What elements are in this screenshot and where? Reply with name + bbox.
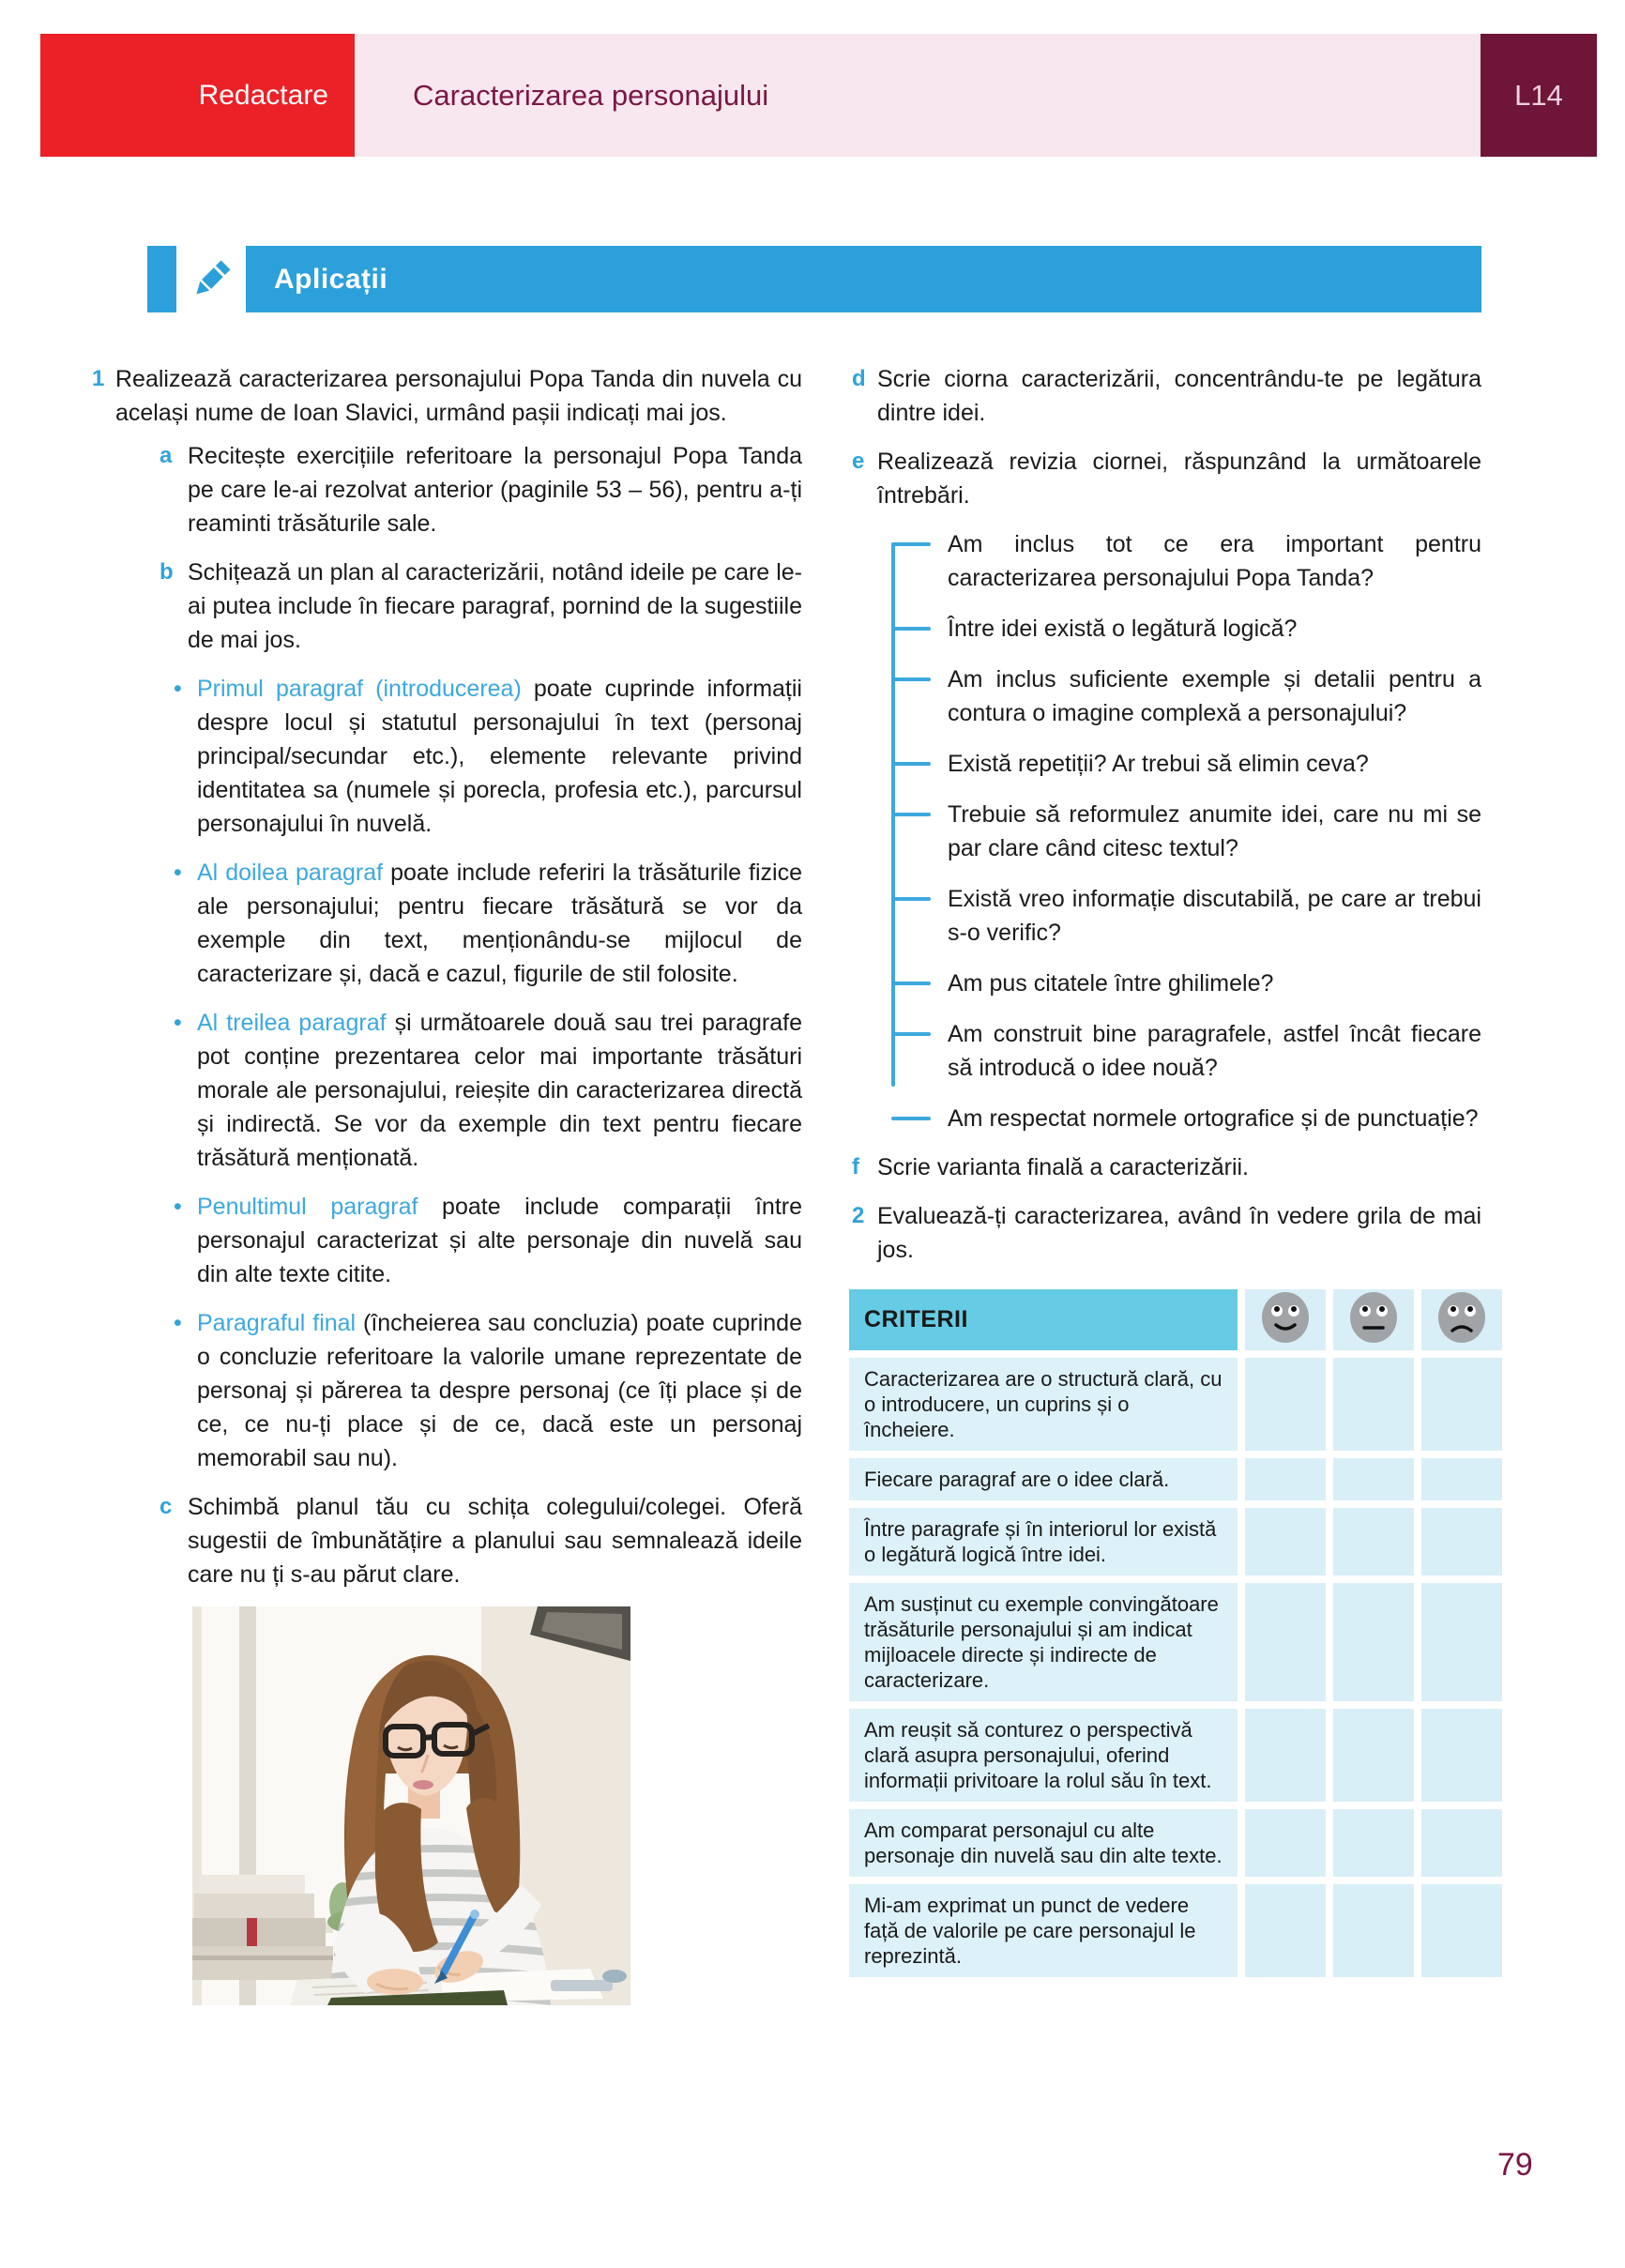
bullet-icon	[174, 1006, 197, 1175]
rating-header-neutral	[1333, 1289, 1414, 1350]
revision-question: Există repetiții? Ar trebui să elimin ceva?	[948, 747, 1481, 781]
rating-header-sad	[1421, 1289, 1502, 1350]
step-b	[92, 556, 802, 657]
rating-cell	[1421, 1508, 1502, 1575]
rubric-row	[849, 1709, 1502, 1802]
page-number: 79	[1497, 2147, 1533, 2183]
criterion-text: Am reușit să conturez o perspectivă clară asupra personajului, oferind informații privitoare la rolul său în text.	[849, 1709, 1238, 1802]
plan-suggestion-text: Al treilea paragraf și următoarele două sau trei paragrafe pot conține prezentarea celor mai importante trăsături morale ale personajului, reieșite din caracterizarea directă și indirectă. Se vor da exemple din text pentru fiecare trăsătură menționată.	[197, 1010, 802, 1171]
step-f	[849, 1150, 1481, 1184]
step-d	[849, 362, 1481, 430]
lesson-badge	[1481, 34, 1597, 157]
rubric-row	[849, 1884, 1502, 1977]
right-column	[849, 362, 1481, 1977]
neutral-face-icon	[1348, 1290, 1399, 1345]
bullet-icon	[174, 1190, 197, 1291]
pencil-icon	[189, 257, 234, 302]
rating-cell	[1421, 1583, 1502, 1701]
rating-cell	[1333, 1583, 1414, 1701]
rating-cell	[1333, 1458, 1414, 1500]
revision-question: Există vreo informație discutabilă, pe care ar trebui s-o verific?	[948, 882, 1481, 950]
rubric-row	[849, 1809, 1502, 1877]
page-title: Caracterizarea personajului	[413, 78, 769, 112]
step-text: Schimbă planul tău cu schița colegului/colegei. Oferă sugestii de îmbunătățire a planului sau semnalează ideile care nu ți s-au părut clare.	[188, 1494, 802, 1588]
exercise-1	[92, 362, 802, 430]
step-text: Schițează un plan al caracterizării, notând ideile pe care le-ai putea include în fiecare paragraf, pornind de la sugestiile de mai jos.	[188, 559, 802, 653]
rating-cell	[1245, 1458, 1326, 1500]
rating-cell	[1421, 1458, 1502, 1500]
rubric-header-row	[849, 1289, 1502, 1350]
step-c	[92, 1490, 802, 1591]
exercise-text: Realizează caracterizarea personajului Popa Tanda din nuvela cu același nume de Ioan Slavici, urmând pașii indicați mai jos.	[115, 366, 802, 426]
revision-question: Între idei există o legătură logică?	[948, 612, 1481, 646]
rating-cell	[1421, 1709, 1502, 1802]
step-letter: e	[852, 449, 865, 474]
applications-banner	[147, 246, 1481, 312]
step-text: Scrie ciorna caracterizării, concentrându-te pe legătura dintre idei.	[877, 366, 1481, 426]
rating-cell	[1333, 1884, 1414, 1977]
step-text: Realizează revizia ciornei, răspunzând la următoarele întrebări.	[877, 449, 1481, 509]
rating-cell	[1245, 1358, 1326, 1451]
left-column	[92, 362, 802, 2005]
plan-suggestion	[92, 1006, 802, 1175]
rating-cell	[1245, 1809, 1326, 1877]
rubric-row	[849, 1583, 1502, 1701]
exercise-number: 2	[852, 1203, 865, 1228]
plan-suggestion-text: Paragraful final (încheierea sau concluzia) poate cuprinde o concluzie referitoare la valorile umane reprezentate de personaj și părerea ta despre personaj (ce îți place și de ce, ce nu-ți place și de ce, dacă este un personaj memorabil sau nu).	[197, 1310, 802, 1471]
step-letter: d	[852, 366, 866, 391]
banner-title: Aplicații	[274, 263, 388, 295]
step-letter: b	[159, 559, 174, 585]
criterion-text: Caracterizarea are o structură clară, cu o introducere, un cuprins și o încheiere.	[849, 1358, 1238, 1451]
rubric-row	[849, 1458, 1502, 1500]
rating-cell	[1333, 1709, 1414, 1802]
bullet-icon	[174, 856, 197, 991]
rating-cell	[1333, 1809, 1414, 1877]
revision-question: Am respectat normele ortografice și de punctuație?	[948, 1102, 1481, 1135]
exercise-text: Evaluează-ți caracterizarea, având în vedere grila de mai jos.	[877, 1203, 1481, 1263]
plan-suggestion-text: Primul paragraf (introducerea) poate cuprinde informații despre locul și statutul personajului în text (personaj principal/secundar etc.), elemente relevante privind identitatea sa (numele și porecla, profesia etc.), parcursul personajului în nuvelă.	[197, 676, 802, 837]
section-tab	[40, 34, 355, 157]
criteria-header: CRITERII	[849, 1289, 1238, 1350]
lesson-number: L14	[1514, 78, 1563, 112]
rubric-row	[849, 1508, 1502, 1575]
criterion-text: Mi-am exprimat un punct de vedere față de valorile pe care personajul le reprezintă.	[849, 1884, 1238, 1977]
bullet-icon	[174, 672, 197, 841]
section-label: Redactare	[198, 79, 328, 111]
exercise-2	[849, 1199, 1481, 1267]
header-band	[355, 34, 1481, 157]
rubric-row	[849, 1358, 1502, 1451]
plan-suggestion-text: Penultimul paragraf poate include comparații între personajul caracterizat și alte personaje din nuvelă sau din alte texte citite.	[197, 1194, 802, 1287]
rating-cell	[1421, 1809, 1502, 1877]
bullet-icon	[174, 1306, 197, 1475]
plan-suggestion	[92, 1190, 802, 1291]
rating-cell	[1245, 1709, 1326, 1802]
rating-cell	[1245, 1884, 1326, 1977]
criterion-text: Am susținut cu exemple convingătoare trăsăturile personajului și am indicat mijloacele directe și indirecte de caracterizare.	[849, 1583, 1238, 1701]
pencil-icon-slot	[176, 246, 246, 312]
criterion-text: Fiecare paragraf are o idee clară.	[849, 1458, 1238, 1500]
criterion-text: Între paragrafe și în interiorul lor există o legătură logică între idei.	[849, 1508, 1238, 1575]
revision-question: Am construit bine paragrafele, astfel încât fiecare să introducă o idee nouă?	[948, 1017, 1481, 1085]
rating-cell	[1421, 1884, 1502, 1977]
plan-suggestion-text: Al doilea paragraf poate include referiri la trăsăturile fizice ale personajului; pentru fiecare trăsătură se vor da exemple din text, menționându-se mijlocul de caracterizare și, dacă e cazul, figurile de stil folosite.	[197, 860, 802, 987]
plan-suggestion	[92, 672, 802, 841]
step-letter: a	[159, 443, 173, 468]
step-a	[92, 439, 802, 540]
rating-cell	[1421, 1358, 1502, 1451]
plan-suggestion	[92, 1306, 802, 1475]
step-letter: f	[852, 1154, 859, 1180]
rating-cell	[1245, 1583, 1326, 1701]
revision-questions-list	[948, 527, 1481, 1135]
plan-suggestion	[92, 856, 802, 991]
evaluation-rubric	[849, 1282, 1481, 1985]
revision-question: Am inclus suficiente exemple și detalii pentru a contura o imagine complexă a personajului?	[948, 662, 1481, 730]
student-photo	[192, 1606, 802, 2005]
step-text: Scrie varianta finală a caracterizării.	[877, 1154, 1249, 1180]
rating-cell	[1333, 1358, 1414, 1451]
revision-question: Am inclus tot ce era important pentru caracterizarea personajului Popa Tanda?	[948, 527, 1481, 595]
step-text: Recitește exercițiile referitoare la personajul Popa Tanda pe care le-ai rezolvat anterior (paginile 53 – 56), pentru a-ți reaminti trăsăturile sale.	[188, 443, 802, 537]
happy-face-icon	[1260, 1290, 1311, 1345]
rating-header-happy	[1245, 1289, 1326, 1350]
criterion-text: Am comparat personajul cu alte personaje din nuvelă sau din alte texte.	[849, 1809, 1238, 1877]
step-letter: c	[159, 1494, 173, 1519]
revision-question: Am pus citatele între ghilimele?	[948, 967, 1481, 1000]
exercise-number: 1	[92, 366, 105, 391]
student-writing-illustration	[192, 1606, 630, 2005]
revision-question: Trebuie să reformulez anumite idei, care nu mi se par clare când citesc textul?	[948, 798, 1481, 865]
step-e	[849, 445, 1481, 512]
rating-cell	[1245, 1508, 1326, 1575]
sad-face-icon	[1436, 1290, 1487, 1345]
rating-cell	[1333, 1508, 1414, 1575]
